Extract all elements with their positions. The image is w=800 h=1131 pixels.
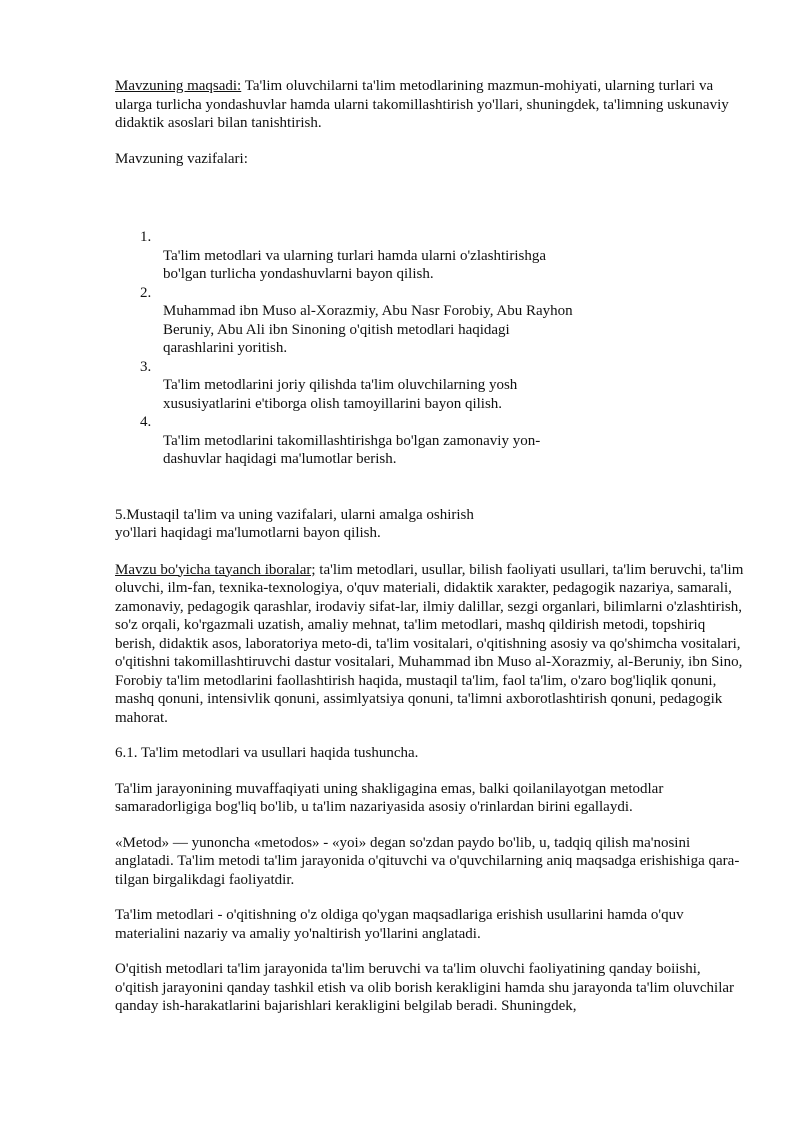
- section-heading: 6.1. Ta'lim metodlari va usullari haqida tushuncha.: [115, 745, 419, 761]
- list-item-number: 1.: [140, 229, 152, 245]
- keywords-label: Mavzu bo'yicha tayanch iboralar;: [115, 561, 316, 578]
- list-item-number: 3.: [140, 358, 152, 375]
- list-item-text: Muhammad ibn Muso al-Xorazmiy, Abu Nasr Forobiy, Abu Rayhon Beruniy, Abu Ali ibn Sinoning o'qitish metodlari haqidagi qarashlarini yoritish.: [163, 303, 573, 356]
- goal-paragraph: [115, 77, 745, 133]
- list-item-text: Ta'lim metodlari va ularning turlari hamda ularni o'zlashtirishga bo'lgan turlicha yondashuvlarni bayon qilish.: [163, 247, 546, 282]
- task-item-5: 5.Mustaqil ta'lim va uning vazifalari, ularni amalga oshirish yo'llari haqidagi ma'lumotlarni bayon qilish.: [115, 506, 474, 541]
- list-item: [140, 358, 745, 414]
- body-paragraph: Ta'lim jarayonining muvaffaqiyati uning shakligagina emas, balki qoilanilayotgan metodlar samaradorligiga bog'liq bo'lib, u ta'lim nazariyasida asosiy o'rinlardan birini egallaydi.: [115, 780, 664, 815]
- list-item-number: 4.: [140, 414, 152, 430]
- goal-label: Mavzuning maqsadi:: [115, 78, 242, 94]
- list-item: [140, 284, 745, 358]
- list-item-number: 2.: [140, 284, 152, 301]
- tasks-title: Mavzuning vazifalari:: [115, 150, 248, 167]
- list-item-text: Ta'lim metodlarini takomillashtirishga bo'lgan zamonaviy yon-dashuvlar haqidagi ma'lumotlar berish.: [163, 432, 541, 467]
- tasks-list: [140, 228, 745, 469]
- goal-text: Ta'lim oluvchilarni ta'lim metodlarining mazmun-mohiyati, ularning turlari va ularga turlicha yondashuvlar hamda ularni takomillashtirish yo'llari, shuningdek, ta'limning uskunaviy didaktik asoslari bilan tanishtirish.: [115, 78, 729, 131]
- keywords-text: ta'lim metodlari, usullar, bilish faoliyati usullari, ta'lim beruvchi, ta'lim oluvchi, ilm-fan, texnika-texnologiya, o'quv materiali, didaktik xarakter, pedagogik nazariya, samarali, zamonaviy, pedagogik qarashlar, irodaviy sifat-lar, ilmiy dalillar, sezgi organlari, bilimlarni o'zlashtirish, so'z orqali, ko'rgazmali uzatish, amaliy mehnat, ta'lim metodlari, mashq qildirish metodi, topshiriq berish, didaktik asos, laboratoriya meto-di, ta'lim vositalari, o'qitishning asosiy va qo'shimcha vositalari, o'qitishni takomillashtiruvchi dastur vositalari, Muhammad ibn Muso al-Xorazmiy, al-Beruniy, ibn Sino, Forobiy ta'lim metodlarini faollashtirish haqida, mustaqil ta'lim, faol ta'lim, o'zaro bog'liqlik qonuni, mashq qonuni, intensivlik qonuni, assimlyatsiya qonuni, ta'limni axborotlashtirish qonuni, pedagogik mahorat.: [115, 561, 744, 726]
- list-item: [140, 228, 745, 284]
- document-page: [115, 77, 745, 1016]
- body-paragraph: O'qitish metodlari ta'lim jarayonida ta'lim beruvchi va ta'lim oluvchi faoliyatining qanday boiishi, o'qitish jarayonini qanday tashkil etish va olib borish kerakligini hamda shu jarayonda ta'lim oluvchilar qanday ish-harakatlarini bajarishlari kerakligini belgilab beradi. Shuningdek,: [115, 961, 735, 1014]
- list-item: [140, 413, 745, 469]
- body-paragraph: Ta'lim metodlari - o'qitishning o'z oldiga qo'ygan maqsadlariga erishish usullarini hamda o'quv materialini nazariy va amaliy yo'naltirish yo'llarini anglatadi.: [115, 907, 684, 942]
- list-item-text: Ta'lim metodlarini joriy qilishda ta'lim oluvchilarning yosh xususiyatlarini e'tiborga olish tamoyillarini bayon qilish.: [163, 377, 518, 412]
- body-paragraph: «Metod» — yunoncha «metodos» - «yoi» degan so'zdan paydo bo'lib, u, tadqiq qilish ma'nosini anglatadi. Ta'lim metodi ta'lim jarayonida o'qituvchi va o'quvchilarning aniq maqsadga erishishiga qara-tilgan birgalikdagi faoliyatdir.: [115, 834, 740, 888]
- keywords-paragraph: [115, 561, 745, 728]
